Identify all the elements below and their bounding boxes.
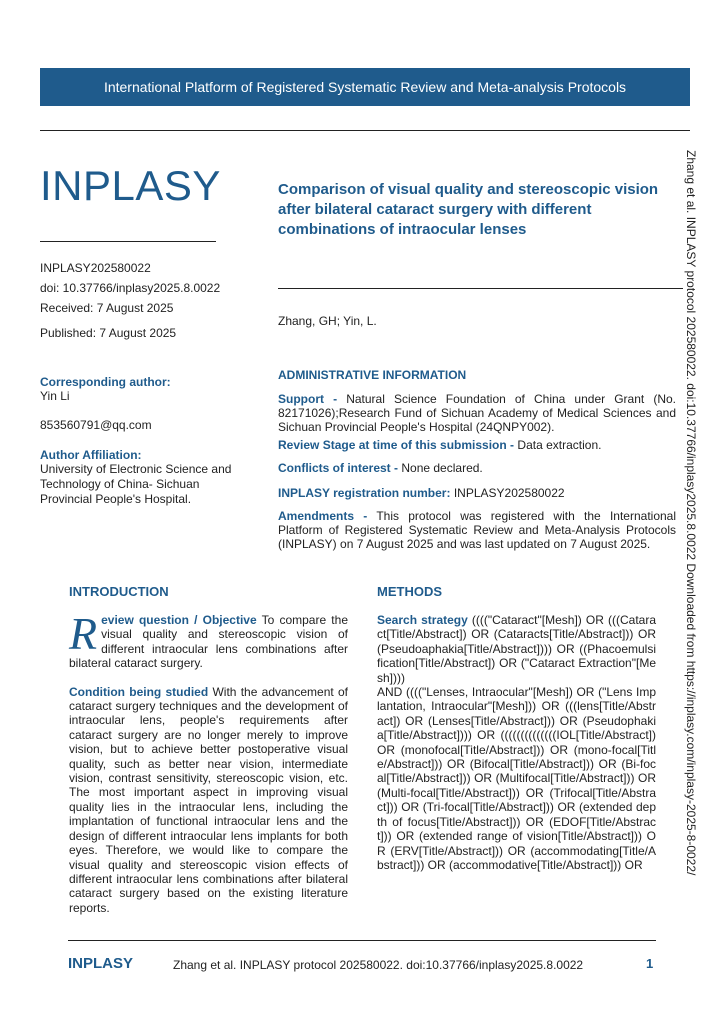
- condition-label: Condition being studied: [69, 684, 209, 699]
- received-date: Received: 7 August 2025: [40, 301, 174, 315]
- conflicts-block: [278, 461, 676, 475]
- corresponding-label-text: Corresponding author:: [40, 375, 171, 389]
- introduction-body: [69, 608, 348, 915]
- corresponding-name: Yin Li: [40, 389, 70, 403]
- protocol-title: Comparison of visual quality and stereoscopic vision after bilateral cataract surgery with different combinations of intraocular lenses: [278, 181, 659, 238]
- search-strategy-text: (((("Cataract"[Mesh]) OR (((Cataract[Title/Abstract]) OR (Cataracts[Title/Abstract])) OR (Pseudoaphakia[Title/Abstract]))) OR ((Phacoemulsification[Title/Abstract]) OR ("Cataract Extraction"[Mesh]))): [377, 613, 656, 685]
- condition-paragraph: [69, 685, 348, 916]
- search-strategy-label: Search strategy: [377, 613, 468, 627]
- methods-body: [377, 613, 656, 872]
- inplasy-logo: INPLASY: [40, 162, 221, 209]
- banner-text: International Platform of Registered Systematic Review and Meta-analysis Protocols: [103, 79, 627, 95]
- header-rule: [40, 130, 690, 131]
- introduction-heading: INTRODUCTION: [69, 584, 169, 599]
- doi-link[interactable]: doi: 10.37766/inplasy2025.8.0022: [40, 281, 221, 295]
- amendments-text: This protocol was registered with the International Platform of Registered Systematic Review and Meta-Analysis Protocols (INPLASY) on 7 August 2025 and was last updated on 7 August 2025.: [278, 509, 677, 551]
- stage-block: [278, 438, 676, 452]
- stage-text: Data extraction.: [517, 438, 602, 452]
- support-block: [278, 392, 676, 434]
- affiliation-label-text: Author Affiliation:: [40, 448, 142, 462]
- amendments-label: Amendments -: [278, 509, 368, 523]
- logo-underline: [40, 241, 216, 242]
- running-head-text[interactable]: Zhang et al. INPLASY protocol 202580022. doi:10.37766/inplasy2025.8.0022 Downloaded from https://inplasy.com/inplasy-2025-8-0022/: [684, 150, 698, 876]
- running-head: [684, 150, 708, 910]
- review-question-paragraph: [69, 608, 348, 671]
- footer-rule: [68, 940, 656, 941]
- registration-number: INPLASY202580022: [453, 486, 565, 500]
- search-strategy-paragraph-2: [377, 685, 656, 872]
- search-strategy-paragraph: [377, 613, 656, 685]
- search-strategy-text-2: AND (((("Lenses, Intraocular"[Mesh]) OR ("Lens Implantation, Intraocular"[Mesh])) OR (((lens[Title/Abstract]) OR (Lenses[Title/Abstract])) OR (Pseudophakia[Title/Abstract]))) OR ((((((((((((((IOL[Title/Abstract]) OR (monofocal[Title/Abstract])) OR (mono-focal[Title/Abstract])) OR (Bifocal[Title/Abstract])) OR (Bi-focal[Title/Abstract])) OR (Multifocal[Title/Abstract])) OR (Multi-focal[Title/Abstract])) OR (Trifocal[Title/Abstract])) OR (Tri-focal[Title/Abstract])) OR (extended depth of focus[Title/Abstract])) OR (EDOF[Title/Abstract])) OR (extended range of vision[Title/Abstract])) OR (ERV[Title/Abstract])) OR (accommodating[Title/Abstract])) OR (accommodative[Title/Abstract])) OR: [377, 685, 656, 872]
- admin-heading: [278, 368, 676, 382]
- support-label: Support -: [278, 392, 338, 406]
- page-number: 1: [646, 956, 654, 971]
- title-underline: [278, 288, 683, 289]
- support-text: Natural Science Foundation of China under Grant (No. 82171026);Research Fund of Sichuan Academy of Medical Sciences and Sichuan Provincial People's Hospital (24QNPY002).: [278, 392, 676, 434]
- footer-logo: INPLASY: [68, 955, 134, 972]
- admin-heading-text: ADMINISTRATIVE INFORMATION: [278, 368, 467, 382]
- stage-label: Review Stage at time of this submission -: [278, 438, 515, 452]
- corresponding-label: [40, 375, 171, 390]
- published-date: Published: 7 August 2025: [40, 326, 177, 340]
- amendments-block: [278, 509, 676, 551]
- affiliation-label: [40, 448, 142, 463]
- review-question-text: To compare the visual quality and stereoscopic vision of different intraocular lens combinations after bilateral cataract surgery.: [69, 613, 348, 671]
- corresponding-email[interactable]: 853560791@qq.com: [40, 418, 152, 432]
- registration-block: [278, 486, 676, 500]
- protocol-id: INPLASY202580022: [40, 261, 151, 275]
- conflicts-text: None declared.: [401, 461, 483, 475]
- header-banner: [40, 68, 690, 106]
- methods-heading: METHODS: [377, 584, 442, 599]
- authors: Zhang, GH; Yin, L.: [278, 314, 377, 328]
- review-question-label: eview question / Objective: [101, 613, 257, 627]
- footer-citation: Zhang et al. INPLASY protocol 202580022. doi:10.37766/inplasy2025.8.0022: [173, 958, 584, 972]
- registration-label: INPLASY registration number:: [278, 486, 451, 500]
- drop-cap: R: [69, 608, 98, 659]
- affiliation-text: University of Electronic Science and Technology of China- Sichuan Provincial People's Hospital.: [40, 462, 232, 506]
- condition-text: With the advancement of cataract surgery techniques and the development of intraocular lens, people's requirements after cataract surgery are no longer merely to improve vision, but to achieve better postoperative visual quality, such as better near vision, intermediate vision, contrast sensitivity, stereoscopic vision, etc. The most important aspect in improving visual quality lies in the intraocular lens, including the implantation of functional intraocular lens and the design of different intraocular lens implants for both eyes. Therefore, we would like to compare the visual quality and stereoscopic vision effects of different intraocular lens combinations after bilateral cataract surgery based on the existing literature reports.: [69, 684, 348, 915]
- conflicts-label: Conflicts of interest -: [278, 461, 399, 475]
